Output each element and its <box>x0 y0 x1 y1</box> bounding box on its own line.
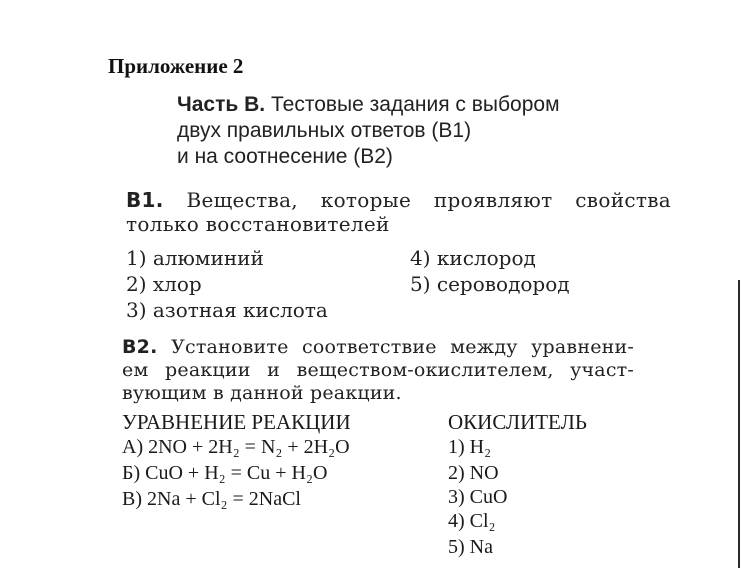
b1-option-3: 3) азотная кислота <box>126 298 328 322</box>
oxidizer-option-1: 1) H₂ <box>448 436 492 458</box>
b2-question-line-2: ем реакции и веществом-окислителем, участ- <box>122 359 634 381</box>
b1-label: В1. <box>126 188 164 212</box>
question-b2 <box>122 336 634 405</box>
oxidizer-option-2: 2) NO <box>448 462 499 484</box>
equation-b: Б) CuO + H₂ = Cu + H₂O <box>122 462 328 484</box>
question-b1 <box>126 188 671 236</box>
oxidizer-option-3: 3) CuO <box>448 486 508 508</box>
part-label: Часть В. <box>177 93 266 116</box>
b1-option-1: 1) алюминий <box>126 246 264 270</box>
part-text-line-3: и на соотнесение (В2) <box>177 145 393 168</box>
equations-header: УРАВНЕНИЕ РЕАКЦИИ <box>122 410 351 434</box>
oxidizer-header: ОКИСЛИТЕЛЬ <box>448 410 587 434</box>
appendix-title: Приложение 2 <box>108 54 244 78</box>
page-edge-line <box>738 280 740 568</box>
part-text-line-1: Тестовые задания с выбором <box>271 93 560 116</box>
b2-question-line-1: Установите соответствие между уравнени- <box>171 336 634 358</box>
b1-option-2: 2) хлор <box>126 272 202 296</box>
b1-option-4: 4) кислород <box>410 246 536 270</box>
b1-question-line-2: только восстановителей <box>126 212 390 236</box>
oxidizer-option-4: 4) Cl₂ <box>448 510 496 532</box>
part-text-line-2: двух правильных ответов (В1) <box>177 119 472 142</box>
b2-line-1 <box>122 336 634 359</box>
equation-a: А) 2NO + 2H₂ = N₂ + 2H₂O <box>122 436 350 458</box>
b1-question-line-1: Вещества, которые проявляют свойства <box>186 188 671 212</box>
b1-option-5: 5) сероводород <box>410 272 570 296</box>
equation-c: В) 2Na + Cl₂ = 2NaCl <box>122 488 301 510</box>
b2-question-line-3: вующим в данной реакции. <box>122 382 402 404</box>
b2-label: В2. <box>122 336 158 358</box>
b1-line-1 <box>126 188 671 212</box>
oxidizer-option-5: 5) Na <box>448 536 493 558</box>
part-heading <box>177 92 647 170</box>
